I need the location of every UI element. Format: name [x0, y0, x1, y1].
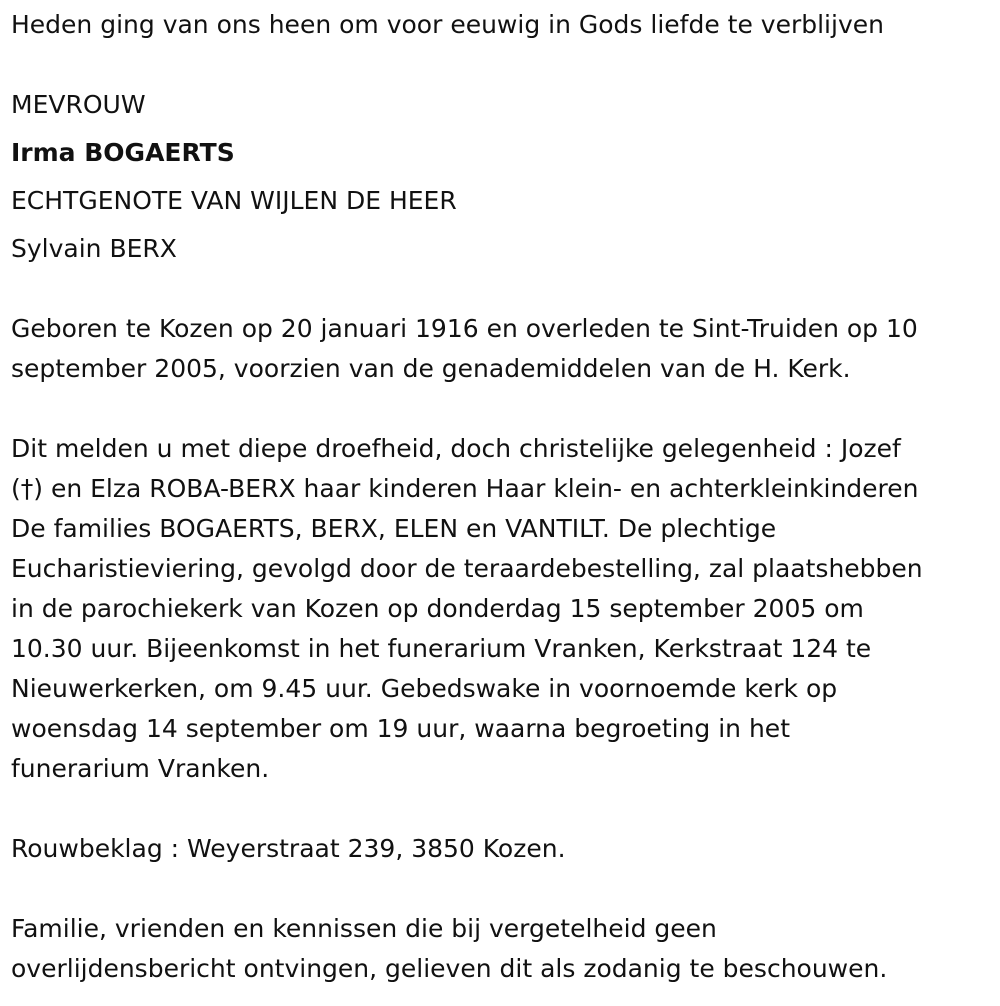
condolence-address: Rouwbeklag : Weyerstraat 239, 3850 Kozen. — [11, 834, 566, 863]
paragraph-line: overlijdensbericht ontvingen, gelieven dit als zodanig te beschouwen. — [11, 954, 888, 983]
paragraph-line: Familie, vrienden en kennissen die bij vergetelheid geen — [11, 914, 717, 943]
paragraph-line: 10.30 uur. Bijeenkomst in het funerarium Vranken, Kerkstraat 124 te — [11, 634, 872, 663]
relation-text: ECHTGENOTE VAN WIJLEN DE HEER — [11, 186, 457, 215]
paragraph-line: september 2005, voorzien van de genademiddelen van de H. Kerk. — [11, 354, 851, 383]
paragraph-line: in de parochiekerk van Kozen op donderdag 15 september 2005 om — [11, 594, 864, 623]
closing-paragraph — [11, 909, 991, 989]
obituary-notice — [11, 0, 991, 989]
spouse-name: Sylvain BERX — [11, 234, 177, 263]
paragraph-line: Nieuwerkerken, om 9.45 uur. Gebedswake in voornoemde kerk op — [11, 674, 838, 703]
deceased-name: Irma BOGAERTS — [11, 138, 235, 167]
birth-death-paragraph — [11, 309, 991, 389]
paragraph-line: Geboren te Kozen op 20 januari 1916 en overleden te Sint-Truiden op 10 — [11, 314, 918, 343]
announcement-paragraph — [11, 429, 991, 789]
intro-text: Heden ging van ons heen om voor eeuwig in Gods liefde te verblijven — [11, 10, 884, 39]
paragraph-line: woensdag 14 september om 19 uur, waarna begroeting in het — [11, 714, 790, 743]
paragraph-line: (†) en Elza ROBA-BERX haar kinderen Haar klein- en achterkleinkinderen — [11, 474, 919, 503]
title-text: MEVROUW — [11, 90, 146, 119]
paragraph-line: De families BOGAERTS, BERX, ELEN en VANTILT. De plechtige — [11, 514, 777, 543]
paragraph-line: Eucharistieviering, gevolgd door de teraardebestelling, zal plaatshebben — [11, 554, 923, 583]
paragraph-line: funerarium Vranken. — [11, 754, 270, 783]
paragraph-line: Dit melden u met diepe droefheid, doch christelijke gelegenheid : Jozef — [11, 434, 901, 463]
